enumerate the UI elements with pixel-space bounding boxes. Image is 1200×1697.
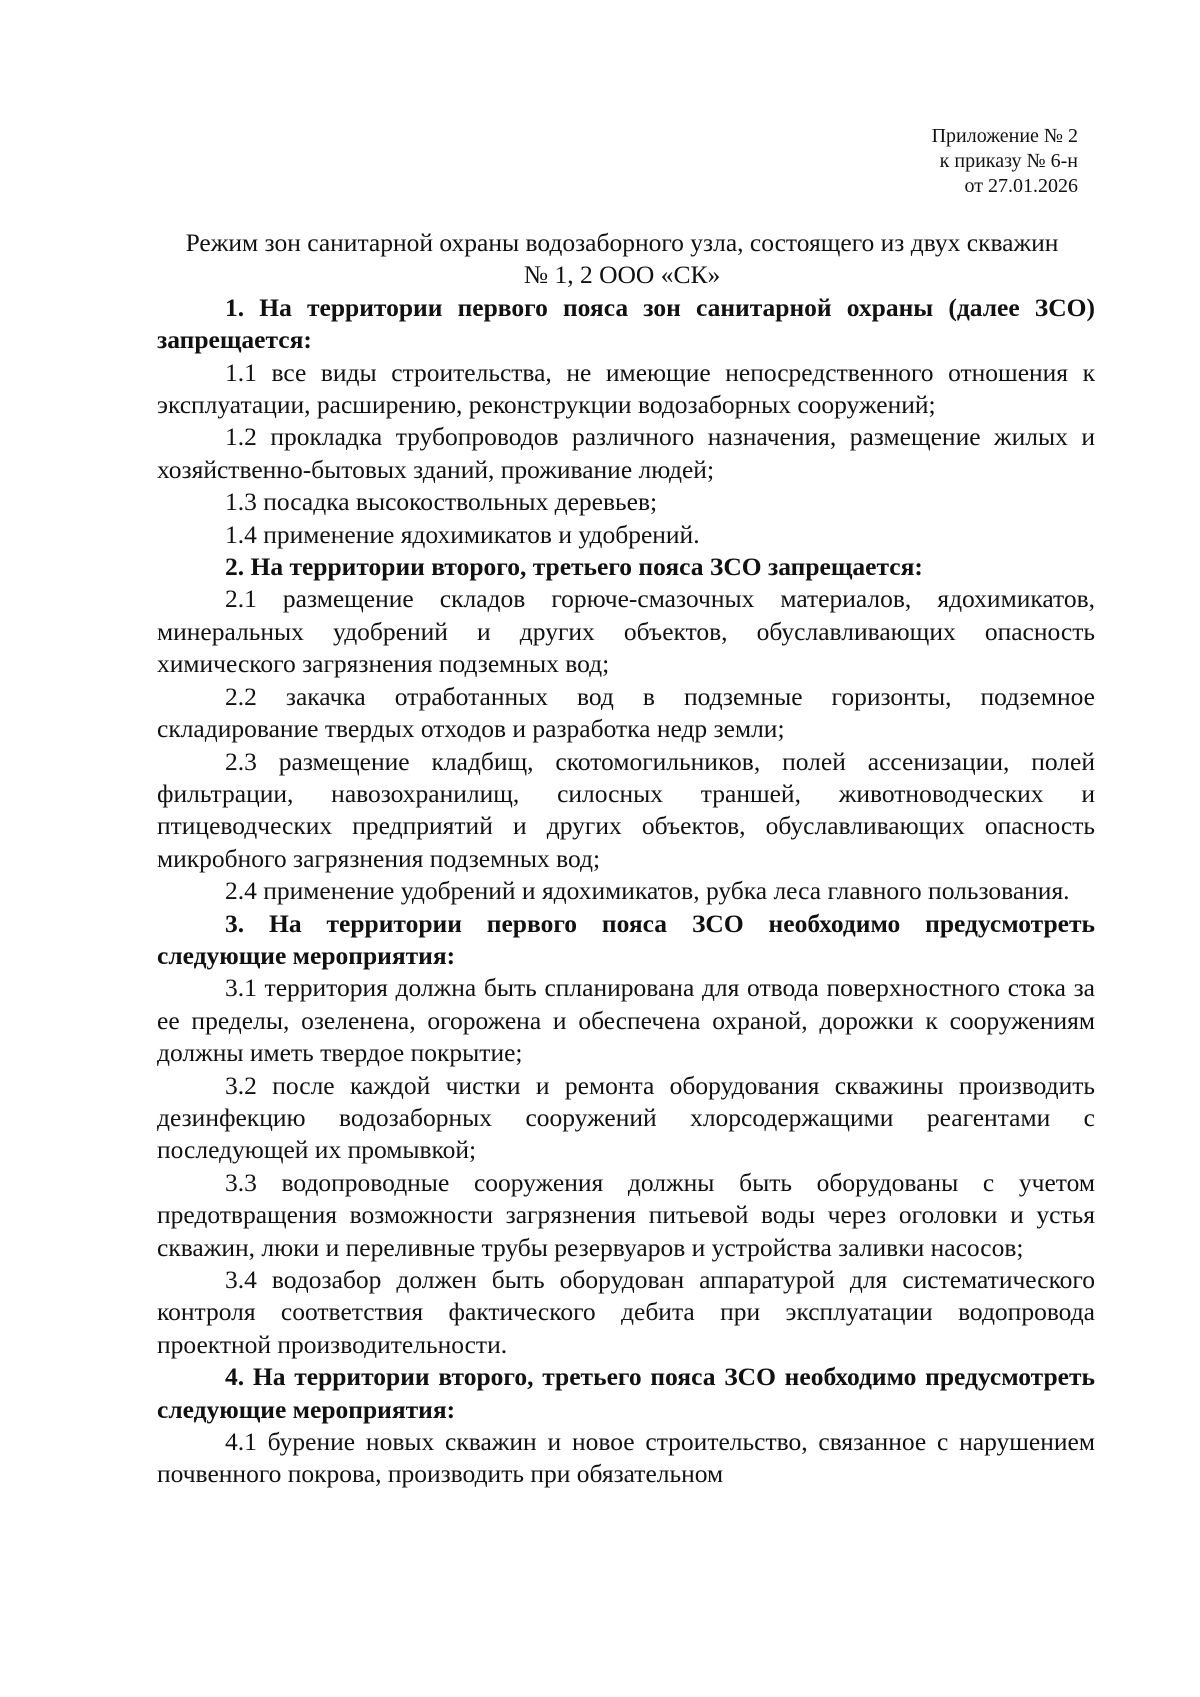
list-item: 1.3 посадка высокоствольных деревьев; bbox=[225, 487, 658, 517]
section-heading: 3. На территории первого пояса ЗСО необходимо предусмотреть следующие мероприятия: bbox=[157, 908, 1095, 970]
list-item: 1.1 все виды строительства, не имеющие непосредственного отношения к эксплуатации, расширению, реконструкции водозаборных сооружений; bbox=[157, 357, 1095, 420]
appendix-reference bbox=[932, 124, 1078, 199]
list-item: 2.1 размещение складов горюче-смазочных материалов, ядохимикатов, минеральных удобрений и других объектов, обуславливающих опасность химического загрязнения подземных вод; bbox=[157, 584, 1095, 679]
section-1 bbox=[157, 292, 1095, 551]
appendix-number: Приложение № 2 bbox=[931, 125, 1078, 147]
list-item: 1.2 прокладка трубопроводов различного назначения, размещение жилых и хозяйственно-бытовых зданий, проживание людей; bbox=[157, 422, 1095, 484]
section-heading: 4. На территории второго, третьего пояса ЗСО необходимо предусмотреть следующие мероприятия: bbox=[157, 1362, 1095, 1424]
list-item: 3.3 водопроводные сооружения должны быть оборудованы с учетом предотвращения возможности загрязнения питьевой воды через оголовки и устья скважин, люки и переливные трубы резервуаров и устройства заливки насосов; bbox=[157, 1167, 1095, 1262]
order-date: от 27.01.2026 bbox=[964, 175, 1078, 197]
section-2 bbox=[157, 551, 1095, 907]
section-3 bbox=[157, 908, 1095, 1362]
list-item: 3.4 водозабор должен быть оборудован аппаратурой для систематического контроля соответствия фактического дебита при эксплуатации водопровода проектной производительности. bbox=[157, 1265, 1095, 1359]
list-item: 2.3 размещение кладбищ, скотомогильников, полей ассенизации, полей фильтрации, навозохранилищ, силосных траншей, животноводческих и птицеводческих предприятий и других объектов, обуславливающих опасность микробного загрязнения подземных вод; bbox=[157, 746, 1095, 873]
order-reference: к приказу № 6-н bbox=[939, 150, 1078, 172]
list-item: 1.4 применение ядохимикатов и удобрений. bbox=[225, 519, 700, 549]
list-item: 4.1 бурение новых скважин и новое строительство, связанное с нарушением почвенного покрова, производить при обязательном bbox=[157, 1427, 1095, 1489]
list-item: 3.1 территория должна быть спланирована для отвода поверхностного стока за ее пределы, озеленена, огорожена и обеспечена охраной, дорожки к сооружениям должны иметь твердое покрытие; bbox=[157, 973, 1095, 1068]
list-item: 2.4 применение удобрений и ядохимикатов, рубка леса главного пользования. bbox=[225, 876, 1070, 906]
document-title: Режим зон санитарной охраны водозаборного узла, состоящего из двух скважин № 1, 2 ООО «СК» bbox=[185, 228, 1059, 290]
section-heading: 1. На территории первого пояса зон санитарной охраны (далее ЗСО) запрещается: bbox=[157, 292, 1095, 355]
section-4 bbox=[157, 1361, 1095, 1491]
list-item: 3.2 после каждой чистки и ремонта оборудования скважины производить дезинфекцию водозаборных сооружений хлорсодержащими реагентами с последующей их промывкой; bbox=[157, 1070, 1095, 1165]
document-body bbox=[157, 227, 1095, 1491]
list-item: 2.2 закачка отработанных вод в подземные горизонты, подземное складирование твердых отходов и разработка недр земли; bbox=[157, 681, 1095, 744]
section-heading: 2. На территории второго, третьего пояса ЗСО запрещается: bbox=[225, 552, 923, 582]
